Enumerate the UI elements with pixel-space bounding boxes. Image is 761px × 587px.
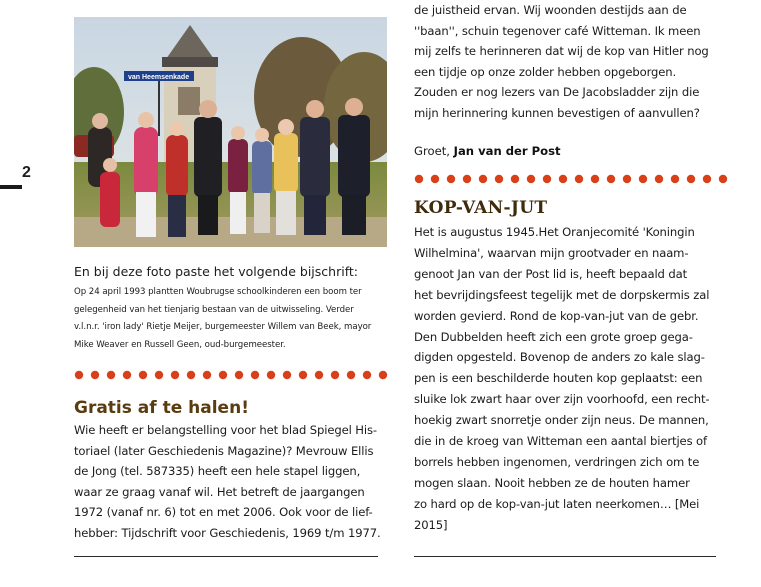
letter-signoff: [414, 142, 561, 160]
author-name: Jan van der Post: [453, 144, 561, 158]
body-line: die in de kroeg van Witteman een aantal biertjes of: [414, 434, 707, 449]
body-line: hoekig zwart snorretje onder zijn neus. De mannen,: [414, 413, 709, 428]
photo-caption: [74, 284, 390, 354]
body-line: de Jong (tel. 587335) heeft een hele stapel liggen,: [74, 464, 361, 479]
kop-van-jut-headline: KOP-VAN-JUT: [414, 198, 548, 218]
body-line: mijn herinnering kunnen bevestigen of aanvullen?: [414, 105, 700, 120]
greeting: Groet,: [414, 144, 450, 158]
caption-line: v.l.n.r. 'iron lady' Rietje Meijer, burgemeester Willem van Beek, mayor: [74, 322, 372, 332]
caption-line: gelegenheid van het tienjarig bestaan van de uitwisseling. Verder: [74, 304, 354, 315]
body-line: een tijdje op onze zolder hebben opgeborgen.: [414, 64, 677, 79]
body-line: borrels hebben ingenomen, verdringen zich om te: [414, 454, 700, 469]
column-end-rule-right: [414, 556, 716, 557]
kop-van-jut-body: [414, 222, 724, 536]
body-line: Wilhelmina', waarvan mijn grootvader en naam-: [414, 245, 689, 260]
column-end-rule-left: [74, 556, 378, 557]
letter-continuation: [414, 0, 724, 123]
body-line: Den Dubbelden heeft zich een grote groep gega-: [414, 329, 693, 344]
body-line: pen is een beschilderde houten kop geplaatst: een: [414, 371, 703, 386]
body-line: Het is augustus 1945.Het Oranjecomité 'Koningin: [414, 225, 695, 239]
group-photo: [74, 17, 387, 247]
body-line: genoot Jan van der Post lid is, heeft bepaald dat: [414, 266, 687, 281]
body-line: 2015]: [414, 517, 448, 532]
caption-line: Mike Weaver en Russell Geen, oud-burgemeester.: [74, 339, 286, 350]
body-line: mogen slaan. Nooit hebben ze de houten hamer: [414, 475, 690, 490]
dot-separator-left: [74, 368, 394, 382]
body-line: Zouden er nog lezers van De Jacobsladder zijn die: [414, 85, 700, 99]
body-line: de juistheid ervan. Wij woonden destijds aan de: [414, 3, 687, 17]
page-number-rule: [0, 185, 22, 189]
gratis-body: [74, 420, 392, 544]
gratis-headline: Gratis af te halen!: [74, 398, 249, 418]
page-number: 2: [22, 164, 31, 181]
street-sign-text: van Heemsenkade: [128, 74, 190, 81]
body-line: hebber: Tijdschrift voor Geschiedenis, 1969 t/m 1977.: [74, 525, 381, 540]
body-line: het bevrijdingsfeest tegelijk met de dorpskermis zal: [414, 287, 710, 302]
photo-caption-heading: En bij deze foto paste het volgende bijschrift:: [74, 264, 358, 279]
body-line: Wie heeft er belangstelling voor het blad Spiegel His-: [74, 423, 377, 437]
body-line: mij zelfs te herinneren dat wij de kop van Hitler nog: [414, 44, 709, 58]
body-line: zo hard op de kop-van-jut laten neerkomen… [Mei: [414, 496, 700, 511]
body-line: worden gevierd. Rond de kop-van-jut van de gebr.: [414, 308, 699, 323]
dot-separator-right: [414, 172, 734, 186]
body-line: 1972 (vanaf nr. 6) tot en met 2006. Ook voor de lief-: [74, 505, 373, 520]
body-line: toriael (later Geschiedenis Magazine)? Mevrouw Ellis: [74, 443, 374, 458]
body-line: ''baan'', schuin tegenover café Witteman. Ik meen: [414, 23, 701, 38]
body-line: digden opgesteld. Bovenop de anders zo kale slag-: [414, 350, 705, 365]
body-line: waar ze graag vanaf wil. Het betreft de jaargangen: [74, 484, 365, 499]
caption-line: Op 24 april 1993 plantten Woubrugse schoolkinderen een boom ter: [74, 287, 362, 297]
body-line: sluike lok zwart haar over zijn voorhoofd, een recht-: [414, 392, 710, 407]
